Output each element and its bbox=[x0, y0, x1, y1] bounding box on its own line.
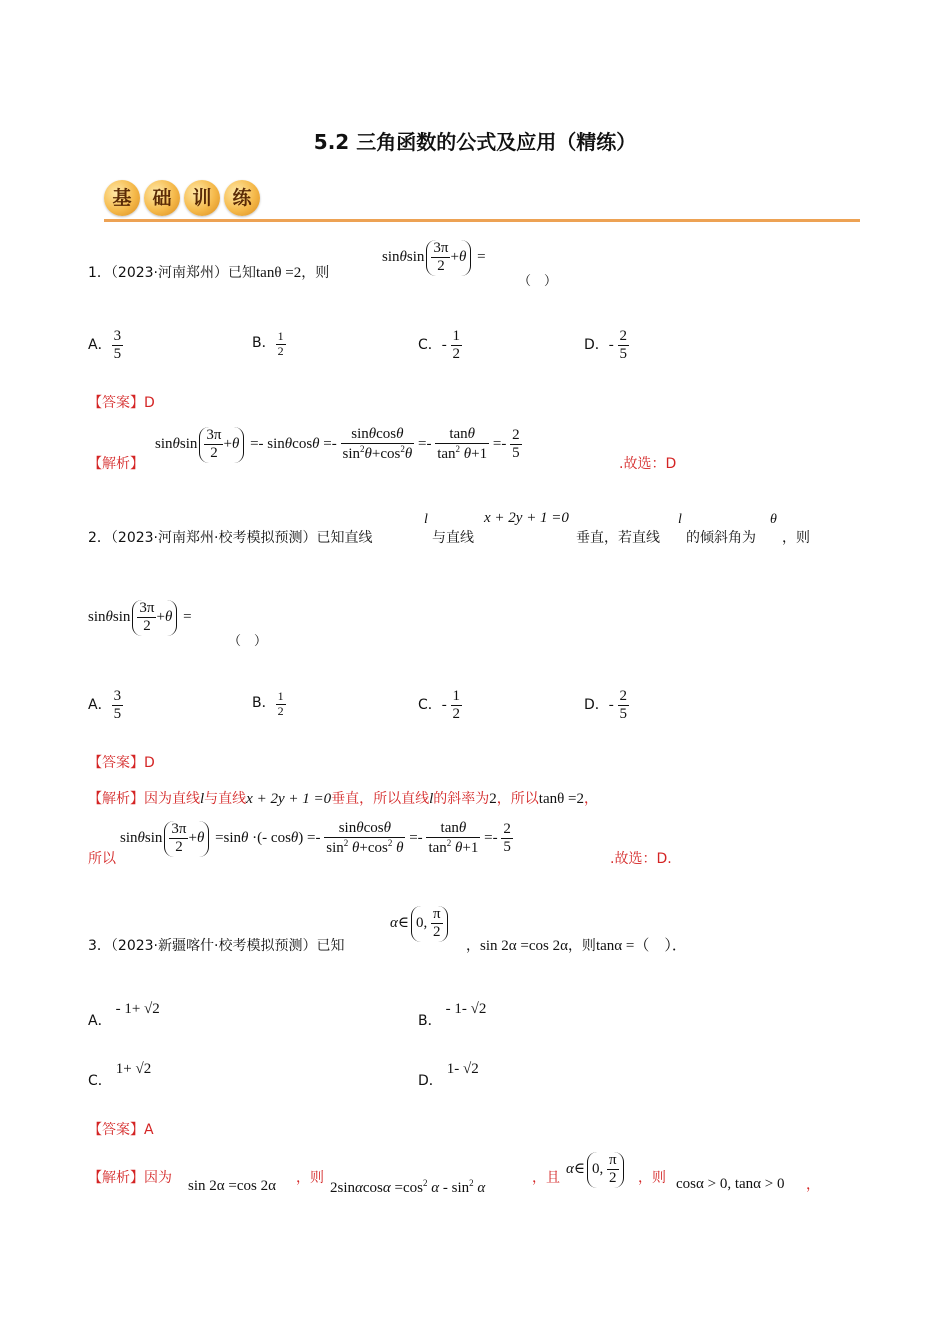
option-label: B． bbox=[418, 1013, 442, 1029]
option-b: B． $\frac{1}{2}$ bbox=[252, 689, 284, 718]
option-label: C． bbox=[418, 697, 442, 714]
option-b: B．- 1- √2 bbox=[418, 1001, 487, 1029]
answer-value: D bbox=[144, 395, 155, 411]
q3-interval-2: α∈ 0, $\frac{\pi}{2}$ bbox=[566, 1152, 626, 1188]
q3-analysis-eq1: sin 2α =cos 2α bbox=[188, 1178, 276, 1194]
line-l: l bbox=[424, 512, 428, 527]
question-number: 1． bbox=[88, 265, 111, 281]
connector: 与直线 bbox=[432, 530, 474, 546]
q1-conclusion: .故选：D bbox=[619, 456, 677, 472]
option-b: B． $\frac{1}{2}$ bbox=[252, 329, 284, 358]
option-a: A． $\frac{3}{5}$ bbox=[88, 328, 122, 363]
connector: ，且 bbox=[532, 1170, 560, 1186]
q3-condition: ，sin 2α =cos 2α，则tanα =（ ）． bbox=[466, 938, 687, 954]
answer-blank: （ ） bbox=[518, 274, 558, 289]
question-3 bbox=[88, 935, 344, 955]
q2-conclusion: .故选：D. bbox=[610, 851, 672, 867]
condition: tanθ =2 bbox=[256, 265, 302, 281]
option-label: B． bbox=[252, 335, 276, 352]
answer-blank: （ ） bbox=[228, 634, 268, 649]
option-label: B． bbox=[252, 695, 276, 712]
q2-analysis-math: sinθsin $\frac{3\pi}{2}$ +θ =sinθ ·(- cosθ) =- $\frac{\sin\theta\cos\theta}{\sin^2 \theta+\cos^2 \theta}$ =- $\frac{\tan\theta}{\tan^2 \theta+1}$ =- $\frac{2}{5}$ bbox=[120, 820, 511, 857]
option-label: A． bbox=[88, 337, 112, 354]
section-divider bbox=[104, 219, 860, 222]
answer-value: D bbox=[144, 755, 155, 771]
option-a: A． $\frac{3}{5}$ bbox=[88, 688, 122, 723]
connector: ，则 bbox=[638, 1170, 666, 1186]
question-stem: （2023·河南郑州）已知 bbox=[110, 265, 257, 281]
option-label: D． bbox=[584, 697, 609, 714]
option-label: D． bbox=[584, 337, 609, 354]
banner-char: 练 bbox=[224, 180, 260, 216]
question-stem: （2023·新疆喀什·校考模拟预测）已知 bbox=[110, 938, 345, 954]
answer-tag: 【答案】 bbox=[88, 395, 144, 411]
question-1 bbox=[88, 262, 329, 282]
option-d: D．- $\frac{2}{5}$ bbox=[584, 688, 628, 723]
q2-answer bbox=[88, 752, 155, 772]
q2-expression: sinθsin $\frac{3\pi}{2}$ +θ = bbox=[88, 600, 192, 635]
q1-answer bbox=[88, 392, 155, 412]
option-d: D．1- √2 bbox=[418, 1061, 479, 1089]
question-2 bbox=[88, 527, 372, 547]
q2-analysis-line1: 【解析】因为直线l与直线x + 2y + 1 =0垂直，所以直线l的斜率为2，所以tanθ =2， bbox=[88, 791, 599, 807]
answer-tag: 【答案】 bbox=[88, 1122, 144, 1138]
option-c: C．1+ √2 bbox=[88, 1061, 152, 1089]
option-a: A．- 1+ √2 bbox=[88, 1001, 160, 1029]
section-banner bbox=[104, 180, 264, 222]
option-d: D．- $\frac{2}{5}$ bbox=[584, 328, 628, 363]
connector: ，则 bbox=[301, 265, 330, 281]
connector: ， bbox=[806, 1177, 820, 1193]
analysis-tag: 【解析】 bbox=[88, 456, 144, 472]
q3-analysis-eq3: cosα > 0, tanα > 0 bbox=[676, 1176, 785, 1192]
option-label: A． bbox=[88, 697, 112, 714]
question-number: 3． bbox=[88, 938, 111, 954]
question-stem: （2023·河南郑州·校考模拟预测）已知直线 bbox=[110, 530, 373, 546]
line-equation: x + 2y + 1 =0 bbox=[484, 510, 569, 526]
question-number: 2． bbox=[88, 530, 111, 546]
option-label: D． bbox=[418, 1073, 443, 1089]
connector: 垂直，若直线 bbox=[576, 530, 660, 546]
q3-analysis-head: 【解析】因为 bbox=[88, 1170, 172, 1186]
option-label: C． bbox=[88, 1073, 112, 1089]
analysis-tag: 【解析】 bbox=[88, 791, 144, 807]
option-label: C． bbox=[418, 337, 442, 354]
answer-value: A bbox=[144, 1122, 154, 1138]
theta: θ bbox=[770, 512, 777, 527]
connector: ，则 bbox=[782, 530, 810, 546]
so-label: 所以 bbox=[88, 851, 116, 867]
option-label: A． bbox=[88, 1013, 112, 1029]
banner-char: 训 bbox=[184, 180, 220, 216]
option-c: C．- $\frac{1}{2}$ bbox=[418, 328, 461, 363]
q3-answer bbox=[88, 1119, 154, 1139]
banner-char: 基 bbox=[104, 180, 140, 216]
q3-analysis-eq2: $2\sin\alpha\cos\alpha =\cos^2$ α - $\sin^2 \alpha$ bbox=[330, 1178, 486, 1196]
q1-analysis-math: sinθsin $\frac{3\pi}{2}$ +θ =- sinθcosθ =- $\frac{\sin\theta\cos\theta}{\sin^2\theta+\cos^2\theta}$ =- $\frac{\tan\theta}{\tan^2 \theta+1}$ =- $\frac{2}{5}$ bbox=[155, 426, 520, 463]
option-c: C．- $\frac{1}{2}$ bbox=[418, 688, 461, 723]
answer-tag: 【答案】 bbox=[88, 755, 144, 771]
q3-interval: α∈ 0, $\frac{\pi}{2}$ bbox=[390, 906, 450, 942]
banner-char: 础 bbox=[144, 180, 180, 216]
line-l: l bbox=[678, 512, 682, 527]
analysis-tag: 【解析】 bbox=[88, 1170, 144, 1186]
q1-expression: sinθsin $\frac{3\pi}{2}$ +θ = bbox=[382, 240, 486, 275]
connector: ，则 bbox=[296, 1170, 324, 1186]
page-title: 5.2 三角函数的公式及应用（精练） bbox=[313, 130, 637, 154]
connector: 的倾斜角为 bbox=[686, 530, 756, 546]
